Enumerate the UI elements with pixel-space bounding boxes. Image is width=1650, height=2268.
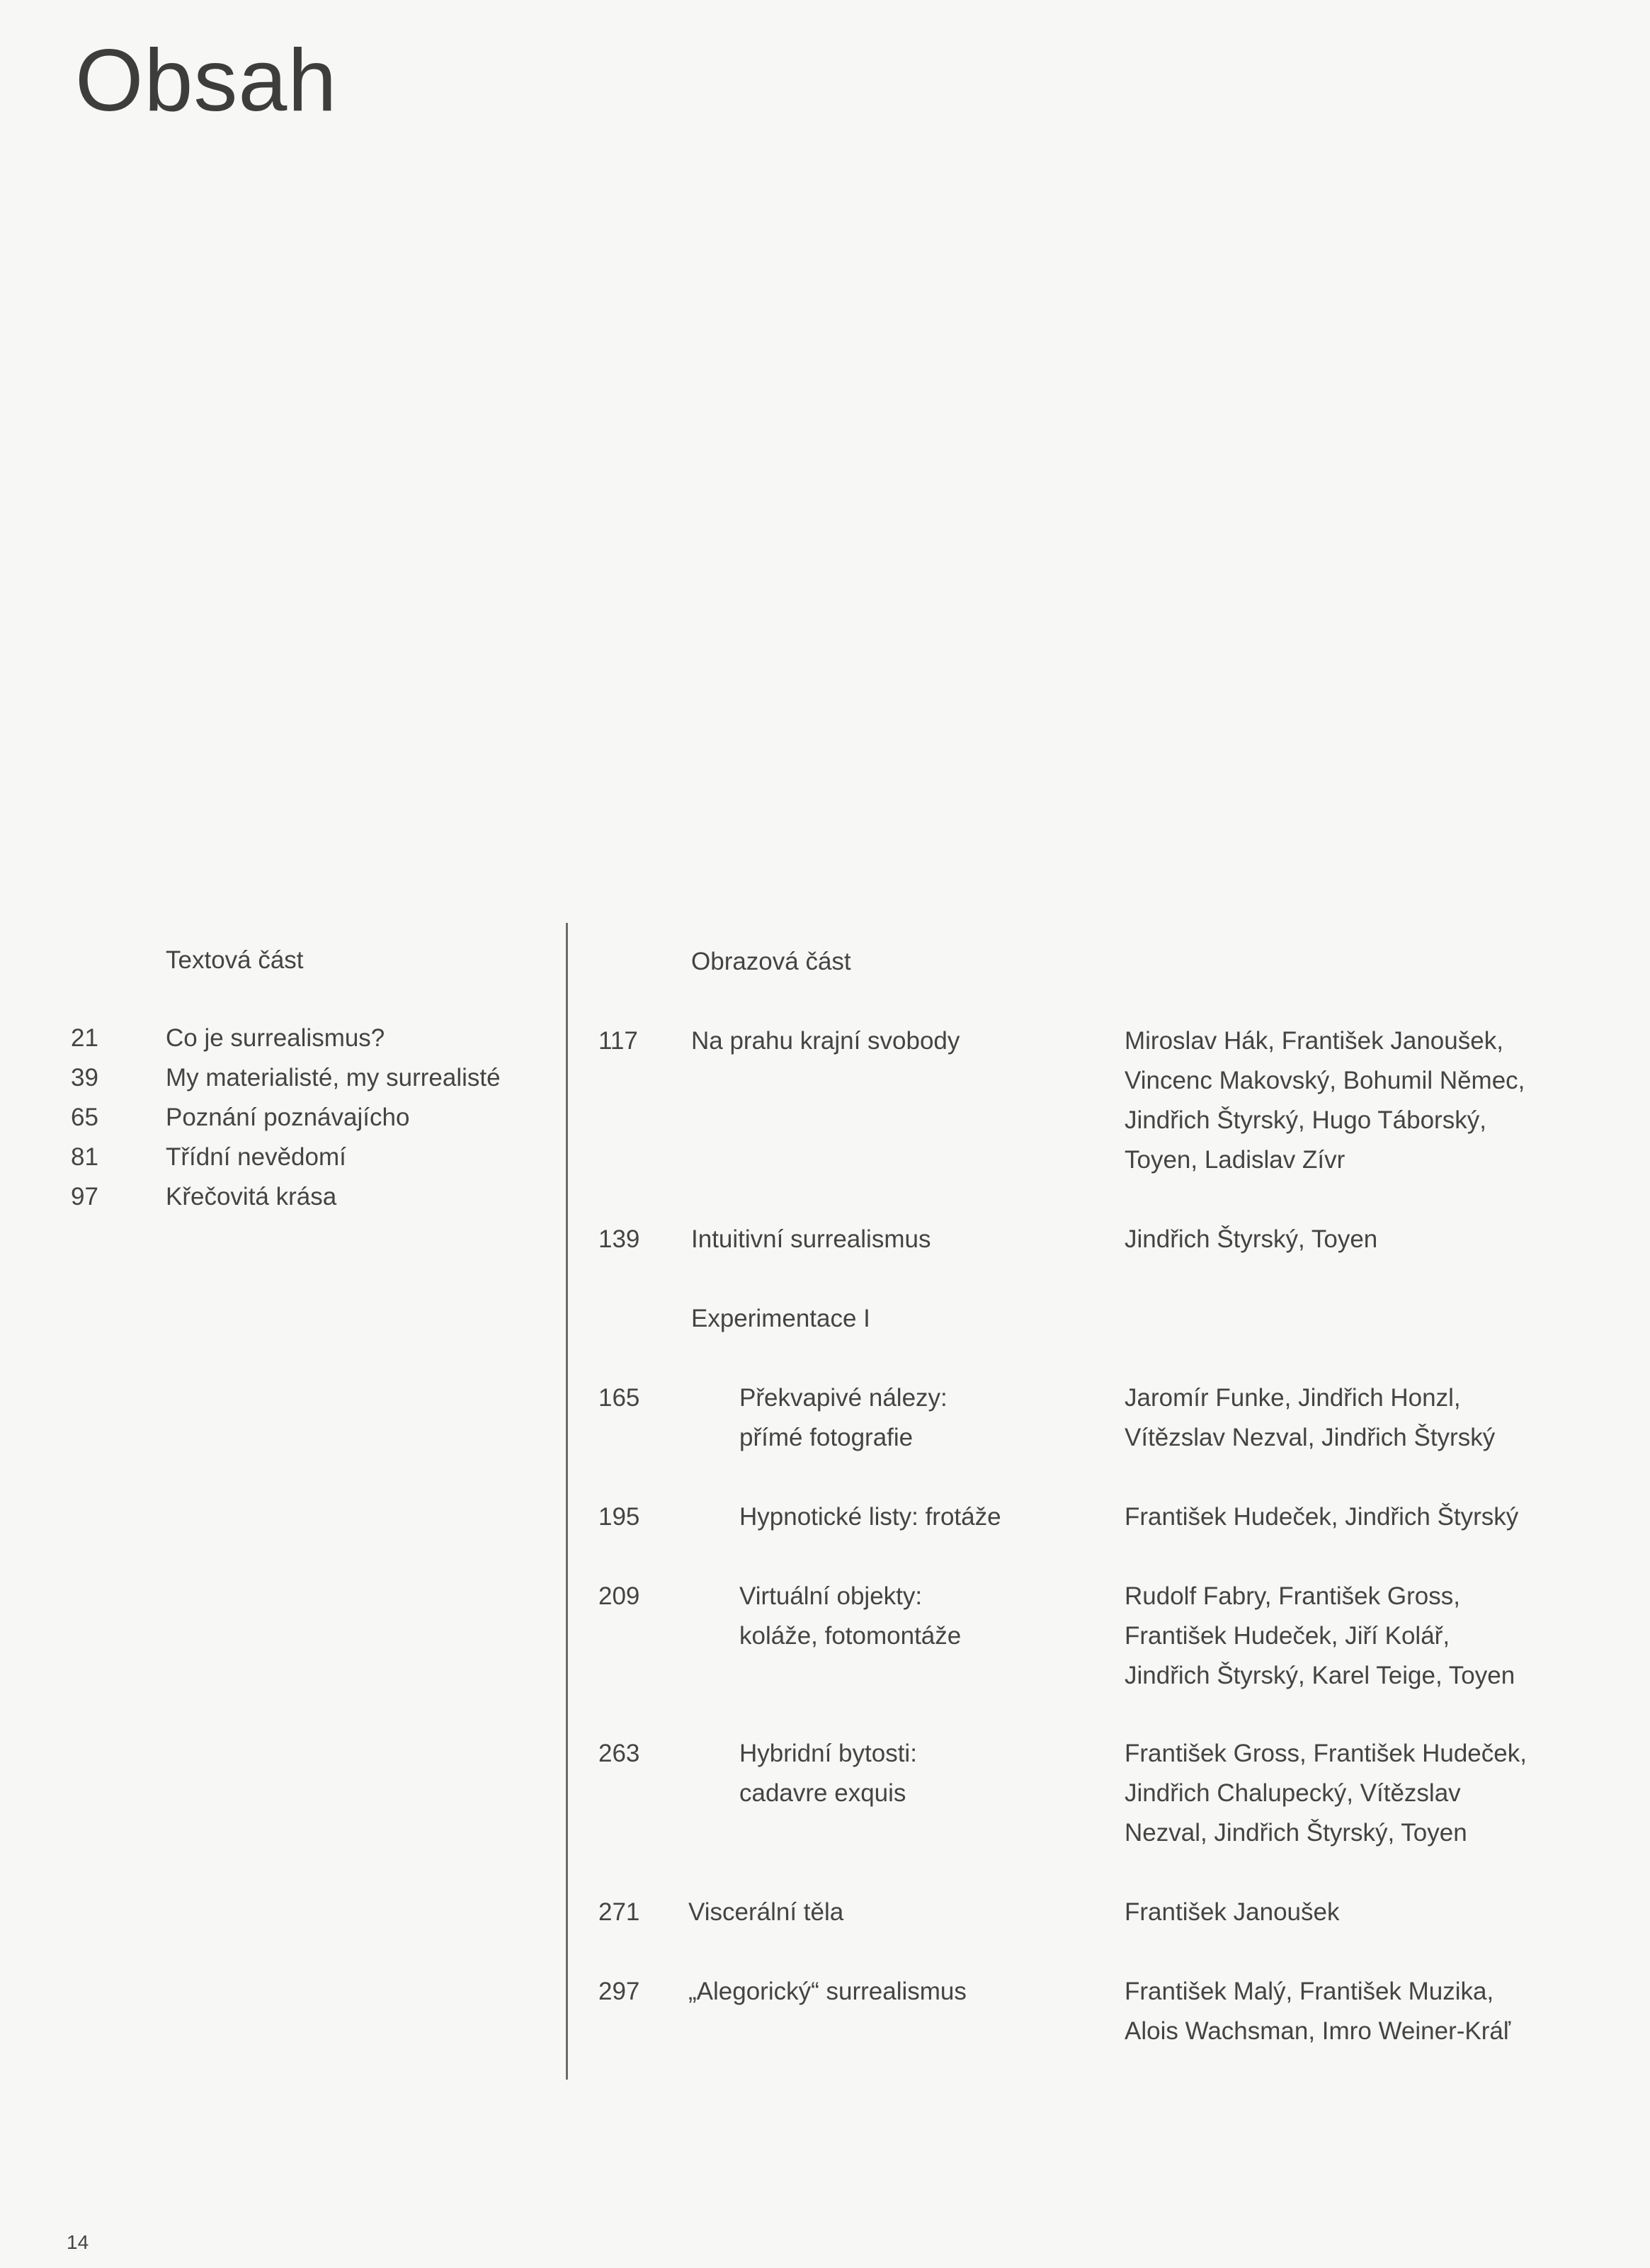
entry-artists: Miroslav Hák, František Janoušek, Vincenc Makovský, Bohumil Němec, Jindřich Štyrský, Hugo Táborský, Toyen, Ladislav Zívr xyxy=(1125,1027,1525,1174)
entry-title: Poznání poznávajícho xyxy=(166,1104,410,1131)
entry-page-number: 81 xyxy=(71,1143,98,1171)
entry-title: „Alegorický“ surrealismus xyxy=(688,1978,967,2005)
entry-page-number: 139 xyxy=(598,1225,640,1253)
entry-page-number: 209 xyxy=(598,1582,640,1610)
entry-page-number: 297 xyxy=(598,1978,640,2005)
image-part-heading: Obrazová část xyxy=(691,948,851,975)
entry-title: Na prahu krajní svobody xyxy=(691,1027,960,1055)
entry-title: My materialisté, my surrealisté xyxy=(166,1064,501,1092)
folio-page-number: 14 xyxy=(67,2231,89,2253)
entry-page-number: 271 xyxy=(598,1898,640,1926)
entry-artists: Jindřich Štyrský, Toyen xyxy=(1125,1225,1378,1253)
entry-title: Hybridní bytosti: cadavre exquis xyxy=(739,1740,917,1807)
entry-artists: Rudolf Fabry, František Gross, František Hudeček, Jiří Kolář, Jindřich Štyrský, Karel Teige, Toyen xyxy=(1125,1582,1515,1689)
entry-title: Co je surrealismus? xyxy=(166,1024,385,1052)
entry-page-number: 117 xyxy=(598,1027,638,1055)
entry-page-number: 97 xyxy=(71,1183,98,1210)
entry-page-number: 39 xyxy=(71,1064,98,1092)
entry-artists: František Janoušek xyxy=(1125,1898,1340,1926)
column-divider xyxy=(566,923,568,2080)
entry-title: Virtuální objekty: koláže, fotomontáže xyxy=(739,1582,962,1650)
entry-title: Hypnotické listy: frotáže xyxy=(739,1503,1001,1531)
entry-page-number: 263 xyxy=(598,1740,640,1767)
entry-page-number: 65 xyxy=(71,1104,98,1131)
entry-title: Viscerální těla xyxy=(688,1898,844,1926)
entry-artists: František Gross, František Hudeček, Jindřich Chalupecký, Vítězslav Nezval, Jindřich Štyrský, Toyen xyxy=(1125,1740,1527,1847)
entry-title: Překvapivé nálezy: přímé fotografie xyxy=(739,1384,948,1451)
entry-title: Intuitivní surrealismus xyxy=(691,1225,931,1253)
entry-artists: Jaromír Funke, Jindřich Honzl, Vítězslav Nezval, Jindřich Štyrský xyxy=(1125,1384,1496,1451)
entry-page-number: 165 xyxy=(598,1384,640,1412)
entry-title: Třídní nevědomí xyxy=(166,1143,346,1171)
text-part-heading: Textová část xyxy=(166,946,304,974)
entry-title: Křečovitá krása xyxy=(166,1183,337,1210)
entry-artists: František Malý, František Muzika, Alois Wachsman, Imro Weiner-Kráľ xyxy=(1125,1978,1511,2045)
page-title: Obsah xyxy=(75,32,338,130)
section-heading: Experimentace I xyxy=(691,1305,870,1332)
entry-page-number: 195 xyxy=(598,1503,640,1531)
entry-artists: František Hudeček, Jindřich Štyrský xyxy=(1125,1503,1519,1531)
entry-page-number: 21 xyxy=(71,1024,98,1052)
